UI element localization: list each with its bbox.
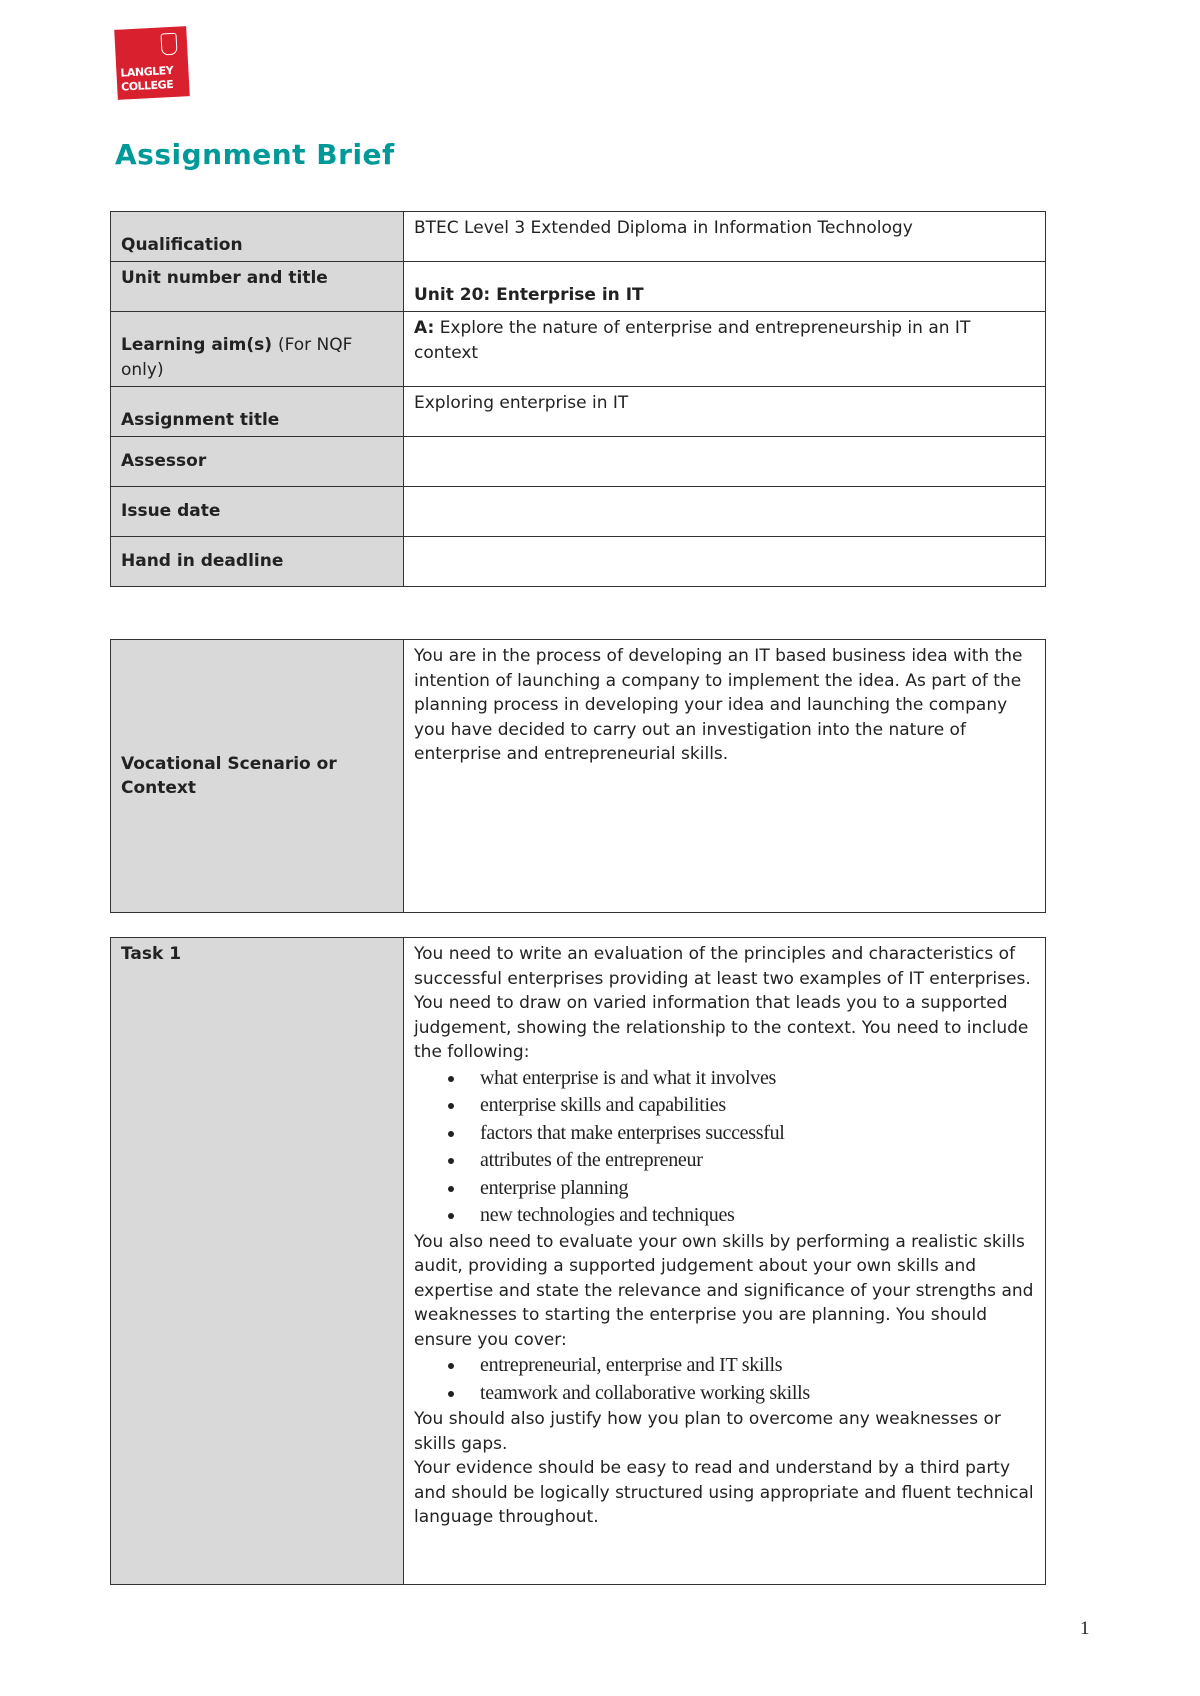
unit-value: Unit 20: Enterprise in IT <box>404 262 1046 312</box>
assessor-label: Assessor <box>111 437 404 487</box>
assignment-title-value: Exploring enterprise in IT <box>404 387 1046 437</box>
page-number: 1 <box>1080 1618 1090 1639</box>
task-label: Task 1 <box>111 938 404 1585</box>
learning-aim-text: Explore the nature of enterprise and entrepreneurship in an IT context <box>414 318 971 363</box>
task-evidence: Your evidence should be easy to read and understand by a third party and should be logically structured using appropriate and fluent technical language throughout. <box>414 1458 1034 1527</box>
table-row <box>111 262 1046 312</box>
learning-aim-label <box>111 312 404 387</box>
issue-date-label: Issue date <box>111 487 404 537</box>
table-row <box>111 537 1046 587</box>
details-table <box>110 211 1046 587</box>
task-middle: You also need to evaluate your own skills by performing a realistic skills audit, providing a supported judgement about your own skills and expertise and state the relevance and significance of your strengths and weaknesses to starting the enterprise you are planning. You should ensure you cover: <box>414 1231 1034 1350</box>
page-title: Assignment Brief <box>115 138 395 171</box>
list-item: • attributes of the entrepreneur <box>466 1147 1035 1175</box>
logo-text-line1: LANGLEY <box>120 63 174 80</box>
task-justify: You should also justify how you plan to overcome any weaknesses or skills gaps. <box>414 1409 1001 1454</box>
list-item: • teamwork and collaborative working skills <box>466 1380 1035 1408</box>
scenario-text: You are in the process of developing an IT based business idea with the intention of launching a company to implement the idea. As part of the planning process in developing your idea and launching the company you have decided to carry out an investigation into the nature of enterprise and entrepreneurial skills. <box>404 640 1046 913</box>
list-item: • new technologies and techniques <box>466 1202 1035 1230</box>
task-content <box>404 938 1046 1585</box>
task-intro: You need to write an evaluation of the principles and characteristics of successful enterprises providing at least two examples of IT enterprises. You need to draw on varied information that leads you to a supported judgement, showing the relationship to the context. You need to include the following: <box>414 944 1031 1062</box>
list-item: • entrepreneurial, enterprise and IT skills <box>466 1352 1035 1380</box>
assignment-title-label: Assignment title <box>111 387 404 437</box>
crest-icon <box>160 33 177 56</box>
learning-aim-prefix: A: <box>414 318 435 338</box>
task-bullets-1 <box>414 1065 1035 1230</box>
table-row <box>111 212 1046 262</box>
qualification-value: BTEC Level 3 Extended Diploma in Information Technology <box>404 212 1046 262</box>
scenario-label: Vocational Scenario or Context <box>111 640 404 913</box>
task-bullets-2 <box>414 1352 1035 1407</box>
issue-date-value <box>404 487 1046 537</box>
deadline-label: Hand in deadline <box>111 537 404 587</box>
qualification-label: Qualification <box>111 212 404 262</box>
scenario-table <box>110 639 1046 913</box>
learning-aim-value <box>404 312 1046 387</box>
table-row <box>111 487 1046 537</box>
list-item: • factors that make enterprises successful <box>466 1120 1035 1148</box>
langley-college-logo <box>114 26 190 100</box>
list-item: • what enterprise is and what it involves <box>466 1065 1035 1093</box>
deadline-value <box>404 537 1046 587</box>
learning-aim-label-text: Learning aim(s) <box>121 335 273 355</box>
learning-aim-note: (For NQF only) <box>121 335 353 380</box>
task-table <box>110 937 1046 1585</box>
logo-text-line2: COLLEGE <box>120 77 174 94</box>
table-row <box>111 312 1046 387</box>
table-row <box>111 387 1046 437</box>
list-item: • enterprise planning <box>466 1175 1035 1203</box>
assessor-value <box>404 437 1046 487</box>
table-row <box>111 640 1046 913</box>
list-item: • enterprise skills and capabilities <box>466 1092 1035 1120</box>
table-row <box>111 437 1046 487</box>
table-row <box>111 938 1046 1585</box>
unit-label: Unit number and title <box>111 262 404 312</box>
